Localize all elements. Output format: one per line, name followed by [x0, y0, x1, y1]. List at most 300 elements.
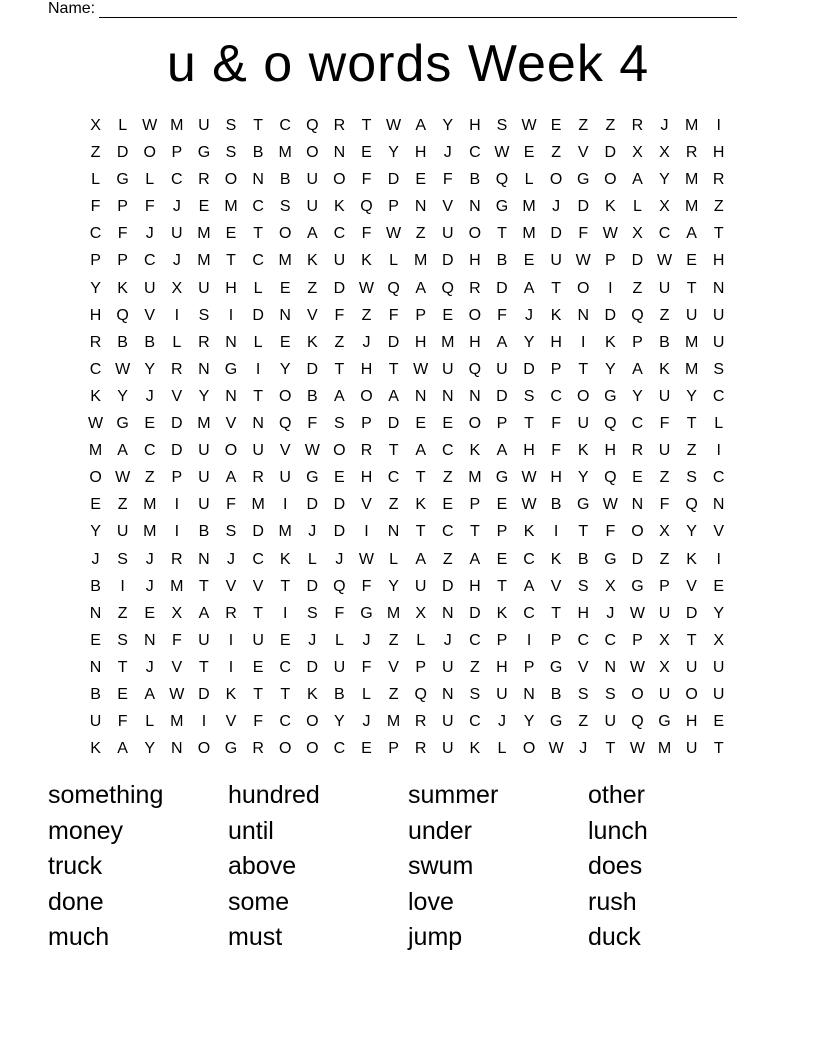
grid-letter: Y [90, 279, 101, 297]
grid-letter: P [550, 360, 562, 378]
grid-letter: W [494, 144, 510, 162]
grid-letter: Z [90, 144, 101, 162]
grid-letter: O [224, 171, 238, 189]
grid-letter: P [632, 631, 643, 649]
grid-letter: E [361, 144, 372, 162]
grid-letter: T [253, 685, 263, 703]
grid-letter: J [362, 631, 371, 649]
grid-letter: O [631, 685, 644, 703]
grid-letter: D [550, 225, 562, 243]
grid-letter: Y [198, 387, 210, 405]
grid-row [82, 383, 732, 410]
grid-letter: J [145, 225, 154, 243]
grid-letter: Q [631, 713, 644, 731]
grid-letter: V [361, 496, 372, 514]
grid-letter: T [605, 740, 616, 758]
grid-letter: R [685, 144, 698, 162]
grid-letter: N [198, 360, 210, 378]
grid-letter: J [172, 252, 181, 270]
grid-letter: U [252, 631, 264, 649]
word-bank-item: something [48, 781, 164, 809]
grid-letter: F [497, 306, 507, 324]
grid-letter: Y [686, 387, 697, 405]
grid-letter: Y [144, 360, 156, 378]
grid-letter: V [713, 523, 725, 541]
grid-letter: K [496, 604, 508, 622]
grid-letter: H [496, 658, 508, 676]
grid-letter: D [441, 577, 454, 595]
grid-letter: F [226, 496, 236, 514]
word-bank-item: truck [48, 852, 103, 880]
grid-letter: O [685, 685, 698, 703]
grid-letter: H [225, 279, 237, 297]
grid-letter: X [604, 577, 616, 595]
grid-letter: I [282, 604, 288, 622]
grid-letter: I [553, 523, 559, 541]
grid-letter: O [522, 740, 536, 758]
grid-letter: U [712, 306, 725, 324]
grid-letter: T [280, 577, 291, 595]
grid-letter: C [333, 740, 346, 758]
grid-letter: U [279, 469, 291, 487]
grid-letter: D [171, 442, 183, 460]
grid-letter: V [577, 144, 589, 162]
word-bank-item: swum [408, 852, 474, 880]
grid-letter: U [441, 740, 454, 758]
grid-letter: A [523, 279, 535, 297]
letter-grid [82, 112, 732, 762]
grid-letter: Z [578, 117, 589, 134]
grid-letter: M [170, 117, 184, 134]
grid-letter: J [145, 387, 154, 405]
grid-letter: N [577, 306, 590, 324]
grid-row [82, 302, 732, 329]
grid-letter: E [713, 713, 725, 731]
grid-letter: A [388, 387, 399, 405]
grid-letter: Q [360, 198, 373, 216]
grid-letter: V [306, 306, 318, 324]
grid-letter: D [523, 360, 535, 378]
grid-letter: P [171, 469, 183, 487]
grid-letter: V [686, 577, 697, 595]
grid-letter: J [497, 713, 506, 731]
grid-letter: Z [415, 225, 426, 243]
grid-letter: R [89, 333, 102, 351]
grid-letter: F [334, 604, 345, 622]
grid-letter: O [278, 387, 292, 405]
grid-letter: O [306, 740, 319, 758]
grid-letter: U [198, 496, 210, 514]
grid-letter: U [306, 198, 319, 216]
grid-row [82, 627, 732, 654]
grid-letter: P [604, 252, 616, 270]
grid-letter: T [199, 658, 209, 676]
word-bank-item: hundred [228, 781, 320, 809]
grid-letter: Z [307, 279, 318, 297]
word-bank-item: lunch [588, 816, 648, 845]
grid-letter: M [278, 523, 292, 541]
word-bank-item: money [48, 816, 124, 845]
grid-letter: E [279, 631, 291, 649]
grid-letter: U [198, 442, 210, 460]
grid-row [82, 437, 732, 464]
grid-letter: M [170, 577, 184, 595]
grid-letter: D [252, 523, 264, 541]
grid-letter: V [225, 713, 237, 731]
grid-letter: U [198, 469, 210, 487]
grid-letter: J [362, 333, 371, 351]
grid-letter: V [225, 415, 237, 433]
grid-letter: E [415, 415, 426, 433]
grid-letter: O [468, 306, 482, 324]
word-bank-item: until [228, 816, 274, 845]
grid-letter: D [496, 279, 508, 297]
grid-letter: J [579, 740, 588, 758]
grid-letter: I [364, 523, 369, 541]
grid-letter: A [632, 171, 643, 189]
grid-letter: A [144, 685, 156, 703]
grid-letter: F [117, 225, 128, 243]
grid-letter: D [604, 144, 617, 162]
grid-letter: X [713, 631, 725, 649]
grid-letter: K [550, 306, 562, 324]
grid-letter: R [631, 442, 644, 460]
grid-letter: U [712, 658, 725, 676]
grid-letter: T [117, 658, 128, 676]
grid-letter: U [685, 306, 698, 324]
grid-letter: G [495, 469, 509, 487]
grid-letter: V [442, 198, 454, 216]
grid-letter: U [252, 442, 264, 460]
grid-letter: W [548, 740, 564, 758]
grid-letter: P [388, 740, 399, 758]
grid-letter: R [171, 550, 183, 568]
grid-letter: U [171, 225, 183, 243]
grid-letter: Z [659, 469, 670, 487]
grid-letter: W [521, 469, 537, 487]
grid-letter: H [577, 604, 590, 622]
grid-letter: E [198, 198, 210, 216]
grid-letter: R [712, 171, 725, 189]
grid-letter: B [252, 144, 264, 162]
grid-letter: S [117, 550, 128, 568]
grid-row [82, 681, 732, 708]
grid-letter: J [525, 306, 534, 324]
grid-letter: R [198, 171, 210, 189]
grid-letter: K [659, 360, 670, 378]
grid-letter: Z [442, 469, 453, 487]
grid-letter: F [90, 198, 101, 216]
grid-letter: J [145, 550, 154, 568]
grid-letter: I [282, 496, 288, 514]
grid-letter: U [496, 360, 508, 378]
grid-letter: P [632, 333, 643, 351]
grid-letter: Q [604, 469, 617, 487]
grid-letter: D [333, 279, 346, 297]
grid-letter: I [228, 658, 234, 676]
grid-letter: X [659, 144, 670, 162]
grid-letter: X [659, 658, 670, 676]
grid-letter: S [225, 144, 237, 162]
word-bank-item: done [48, 887, 104, 916]
grid-letter: N [89, 658, 102, 676]
grid-letter: S [469, 685, 481, 703]
grid-letter: B [279, 171, 291, 189]
grid-letter: K [117, 279, 128, 297]
grid-letter: O [197, 740, 211, 758]
grid-letter: S [279, 198, 291, 216]
grid-letter: L [632, 198, 642, 216]
grid-letter: D [496, 387, 508, 405]
grid-letter: F [551, 415, 562, 433]
grid-letter: J [308, 523, 317, 541]
grid-row [82, 600, 732, 627]
grid-letter: T [388, 360, 399, 378]
grid-letter: T [253, 387, 263, 405]
grid-letter: J [335, 550, 344, 568]
grid-letter: V [144, 306, 156, 324]
grid-letter: U [577, 415, 590, 433]
grid-letter: W [575, 252, 591, 270]
grid-letter: C [89, 360, 102, 378]
grid-letter: T [361, 117, 372, 134]
grid-letter: U [198, 279, 210, 297]
grid-row [82, 139, 732, 166]
grid-letter: H [469, 252, 481, 270]
grid-letter: M [684, 360, 699, 378]
grid-letter: Y [632, 387, 643, 405]
grid-letter: P [117, 198, 128, 216]
grid-letter: Z [334, 333, 345, 351]
grid-letter: Z [659, 550, 670, 568]
grid-letter: P [361, 415, 372, 433]
grid-row [82, 491, 732, 518]
grid-letter: A [225, 469, 237, 487]
grid-letter: J [227, 550, 236, 568]
word-bank-item: summer [408, 781, 499, 809]
grid-letter: M [251, 496, 265, 514]
grid-letter: S [496, 117, 508, 134]
grid-letter: L [307, 550, 317, 568]
grid-letter: G [604, 550, 617, 568]
grid-letter: R [333, 117, 346, 134]
grid-letter: W [386, 225, 402, 243]
grid-letter: O [333, 171, 346, 189]
grid-letter: X [659, 523, 670, 541]
grid-letter: L [253, 279, 263, 297]
grid-letter: C [143, 252, 156, 270]
grid-letter: T [686, 415, 697, 433]
grid-row [82, 166, 732, 193]
grid-letter: Z [117, 604, 128, 622]
grid-letter: E [496, 550, 508, 568]
grid-letter: D [685, 604, 698, 622]
grid-letter: C [252, 252, 264, 270]
grid-letter: M [197, 225, 211, 243]
grid-letter: U [441, 713, 454, 731]
grid-letter: L [145, 171, 155, 189]
grid-letter: F [361, 225, 372, 243]
grid-letter: E [225, 225, 237, 243]
grid-letter: H [360, 469, 373, 487]
grid-letter: L [389, 550, 399, 568]
name-underline[interactable] [99, 2, 737, 18]
grid-row [82, 247, 732, 274]
grid-letter: L [145, 713, 155, 731]
grid-letter: W [602, 496, 618, 514]
grid-letter: P [388, 198, 399, 216]
grid-letter: E [334, 469, 345, 487]
grid-letter: W [115, 469, 131, 487]
grid-letter: K [604, 333, 616, 351]
grid-letter: V [171, 387, 183, 405]
grid-letter: E [686, 252, 697, 270]
grid-letter: H [712, 144, 725, 162]
grid-letter: X [90, 117, 101, 134]
grid-letter: Z [659, 306, 670, 324]
grid-letter: R [171, 360, 183, 378]
grid-letter: C [550, 387, 562, 405]
grid-letter: J [145, 577, 154, 595]
grid-letter: Q [495, 171, 509, 189]
grid-letter: M [143, 523, 157, 541]
grid-letter: A [415, 550, 426, 568]
grid-letter: T [199, 577, 209, 595]
grid-letter: O [143, 144, 156, 162]
grid-row [82, 546, 732, 573]
grid-letter: A [117, 442, 128, 460]
grid-letter: Z [388, 496, 399, 514]
grid-letter: R [360, 442, 373, 460]
grid-letter: C [143, 442, 156, 460]
word-bank-item: some [228, 887, 290, 916]
grid-letter: T [415, 469, 426, 487]
grid-letter: F [605, 523, 616, 541]
grid-letter: W [629, 740, 645, 758]
grid-letter: K [523, 523, 535, 541]
grid-letter: V [577, 658, 589, 676]
grid-letter: P [496, 631, 508, 649]
grid-letter: F [334, 306, 345, 324]
grid-letter: D [631, 550, 644, 568]
grid-letter: C [279, 658, 291, 676]
grid-letter: H [360, 360, 373, 378]
grid-letter: U [198, 117, 210, 134]
grid-letter: M [522, 225, 536, 243]
grid-letter: Y [442, 117, 454, 134]
grid-letter: B [659, 333, 670, 351]
grid-letter: M [684, 333, 699, 351]
grid-row [82, 708, 732, 735]
grid-letter: C [712, 387, 725, 405]
grid-letter: F [361, 171, 372, 189]
grid-letter: T [578, 360, 589, 378]
grid-letter: T [686, 279, 697, 297]
grid-letter: B [90, 577, 101, 595]
grid-letter: J [308, 631, 317, 649]
grid-letter: B [469, 171, 481, 189]
grid-row [82, 410, 732, 437]
grid-letter: I [581, 333, 586, 351]
grid-letter: S [577, 577, 589, 595]
grid-letter: S [523, 387, 535, 405]
grid-letter: M [224, 198, 238, 216]
grid-letter: U [658, 604, 671, 622]
grid-letter: N [333, 144, 346, 162]
grid-letter: H [550, 333, 562, 351]
grid-letter: X [659, 631, 670, 649]
grid-letter: U [550, 252, 562, 270]
grid-letter: J [172, 198, 181, 216]
grid-letter: T [713, 740, 724, 758]
grid-letter: J [91, 550, 100, 568]
grid-letter: Y [577, 469, 589, 487]
grid-letter: Y [388, 577, 399, 595]
grid-letter: Z [632, 279, 643, 297]
grid-letter: W [358, 279, 375, 297]
grid-letter: J [606, 604, 615, 622]
word-bank-item: must [228, 923, 283, 951]
grid-letter: C [469, 713, 481, 731]
grid-letter: Q [306, 117, 319, 134]
grid-letter: O [604, 171, 617, 189]
grid-letter: S [117, 631, 128, 649]
grid-letter: B [198, 523, 210, 541]
grid-letter: T [253, 117, 263, 134]
grid-letter: D [306, 577, 319, 595]
grid-letter: C [279, 117, 291, 134]
grid-letter: O [549, 171, 563, 189]
word-bank-item: duck [588, 923, 641, 951]
grid-letter: E [144, 415, 156, 433]
grid-letter: C [252, 198, 264, 216]
grid-letter: D [387, 415, 400, 433]
grid-letter: W [87, 415, 104, 433]
grid-letter: Z [388, 631, 399, 649]
grid-letter: W [386, 117, 402, 134]
grid-letter: L [416, 631, 426, 649]
grid-letter: C [577, 631, 590, 649]
grid-letter: H [414, 144, 427, 162]
grid-letter: S [306, 604, 318, 622]
grid-letter: N [712, 279, 725, 297]
grid-letter: C [441, 523, 454, 541]
grid-letter: Z [117, 496, 128, 514]
grid-letter: K [361, 252, 372, 270]
grid-letter: P [469, 496, 481, 514]
grid-letter: P [550, 631, 562, 649]
grid-letter: U [658, 279, 671, 297]
grid-letter: N [143, 631, 156, 649]
grid-letter: H [469, 117, 481, 134]
grid-letter: M [170, 713, 184, 731]
grid-letter: O [468, 415, 482, 433]
grid-letter: J [362, 713, 371, 731]
word-bank-item: under [408, 816, 472, 845]
grid-letter: O [631, 523, 644, 541]
grid-letter: A [632, 360, 643, 378]
grid-letter: Y [90, 523, 101, 541]
grid-letter: D [604, 306, 617, 324]
grid-letter: S [198, 306, 210, 324]
grid-letter: I [201, 713, 207, 731]
grid-letter: X [632, 144, 643, 162]
grid-letter: E [442, 306, 454, 324]
grid-letter: U [658, 442, 671, 460]
grid-letter: M [143, 496, 157, 514]
grid-letter: D [469, 604, 481, 622]
grid-letter: Y [523, 713, 535, 731]
